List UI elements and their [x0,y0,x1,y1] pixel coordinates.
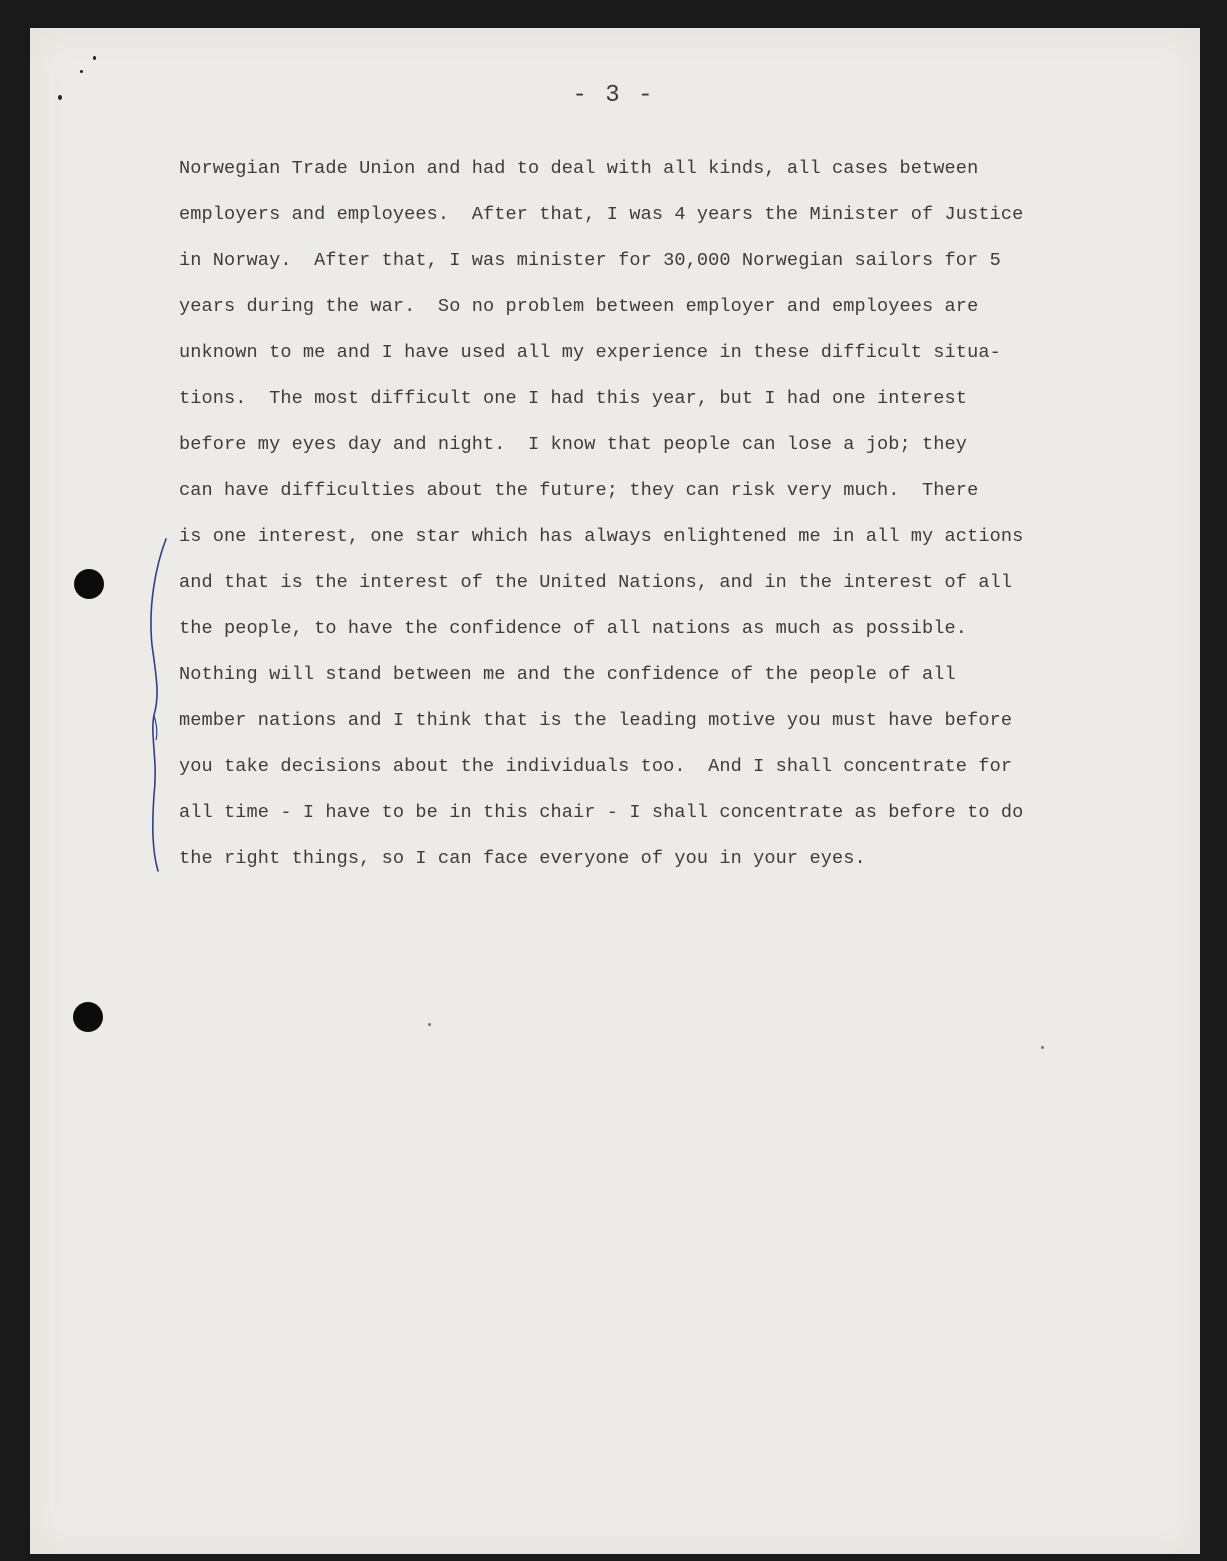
text-line: you take decisions about the individuals too. And I shall concentrate for [179,756,1013,777]
text-line: can have difficulties about the future; they can risk very much. There [179,480,979,501]
margin-brace-mark [140,535,180,875]
punch-hole [73,1002,103,1032]
text-line: years during the war. So no problem between employer and employees are [179,296,979,317]
text-line: the people, to have the confidence of all nations as much as possible. [179,618,968,639]
text-line: Norwegian Trade Union and had to deal with all kinds, all cases between [179,158,979,179]
text-line: tions. The most difficult one I had this year, but I had one interest [179,388,968,409]
text-line: member nations and I think that is the leading motive you must have before [179,710,1013,731]
ink-speck [1041,1046,1044,1049]
text-line: unknown to me and I have used all my experience in these difficult situa- [179,342,1001,363]
typewritten-body [179,151,1059,887]
page-number: - 3 - [572,82,655,109]
ink-speck [93,56,96,60]
ink-speck [428,1023,431,1026]
text-line: before my eyes day and night. I know that people can lose a job; they [179,434,968,455]
text-line: all time - I have to be in this chair - I shall concentrate as before to do [179,802,1024,823]
ink-speck [80,70,83,73]
text-line: is one interest, one star which has always enlightened me in all my actions [179,526,1024,547]
punch-hole [74,569,104,599]
text-line: Nothing will stand between me and the confidence of the people of all [179,664,956,685]
text-line: in Norway. After that, I was minister for 30,000 Norwegian sailors for 5 [179,250,1001,271]
text-line: the right things, so I can face everyone of you in your eyes. [179,848,866,869]
text-line: and that is the interest of the United Nations, and in the interest of all [179,572,1013,593]
text-line: employers and employees. After that, I was 4 years the Minister of Justice [179,204,1024,225]
